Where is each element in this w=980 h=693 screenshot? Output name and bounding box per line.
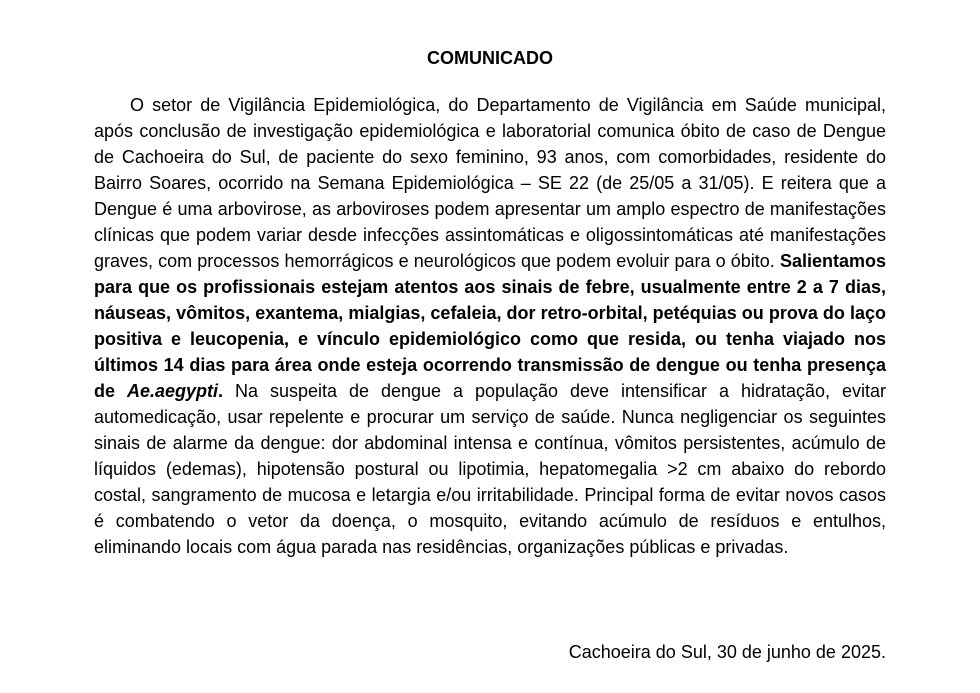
closing-text: Na suspeita de dengue a população deve intensificar a hidratação, evitar automedicação, usar repelente e procurar um serviço de saúde. Nunca negligenciar os seguintes sinais de alarme da dengue: dor abdominal intensa e contínua, vômitos persistentes, acúmulo de líquidos (edemas), hipotensão postural ou lipotimia, hepatomegalia >2 cm abaixo do rebordo costal, sangramento de mucosa e letargia e/ou irritabilidade. Principal forma de evitar novos casos é combatendo o vetor da doença, o mosquito, evitando acúmulo de resíduos e entulhos, eliminando locais com água parada nas residências, organizações públicas e privadas. bbox=[94, 381, 886, 557]
emphasis-period: . bbox=[218, 381, 224, 401]
place-and-date: Cachoeira do Sul, 30 de junho de 2025. bbox=[568, 642, 886, 662]
document-body-paragraph bbox=[94, 92, 886, 560]
intro-text: O setor de Vigilância Epidemiológica, do Departamento de Vigilância em Saúde municipal, após conclusão de investigação epidemiológica e laboratorial comunica óbito de caso de Dengue de Cachoeira do Sul, de paciente do sexo feminino, 93 anos, com comorbidades, residente do Bairro Soares, ocorrido na Semana Epidemiológica – SE 22 (de 25/05 a 31/05). E reitera que a Dengue é uma arbovirose, as arboviroses podem apresentar um amplo espectro de manifestações clínicas que podem variar desde infecções assintomáticas e oligossintomáticas até manifestações graves, com processos hemorrágicos e neurológicos que podem evoluir para o óbito. bbox=[94, 95, 886, 271]
document-title: COMUNICADO bbox=[427, 48, 553, 68]
emphasis-text bbox=[94, 251, 886, 401]
emphasis-sentence: Salientamos para que os profissionais estejam atentos aos sinais de febre, usualmente entre 2 a 7 dias, náuseas, vômitos, exantema, mialgias, cefaleia, dor retro-orbital, petéquias ou prova do laço positiva e leucopenia, e vínculo epidemiológico como que resida, ou tenha viajado nos últimos 14 dias para área onde esteja ocorrendo transmissão de dengue ou tenha presença de bbox=[94, 251, 886, 401]
species-name: Ae.aegypti bbox=[126, 381, 219, 401]
